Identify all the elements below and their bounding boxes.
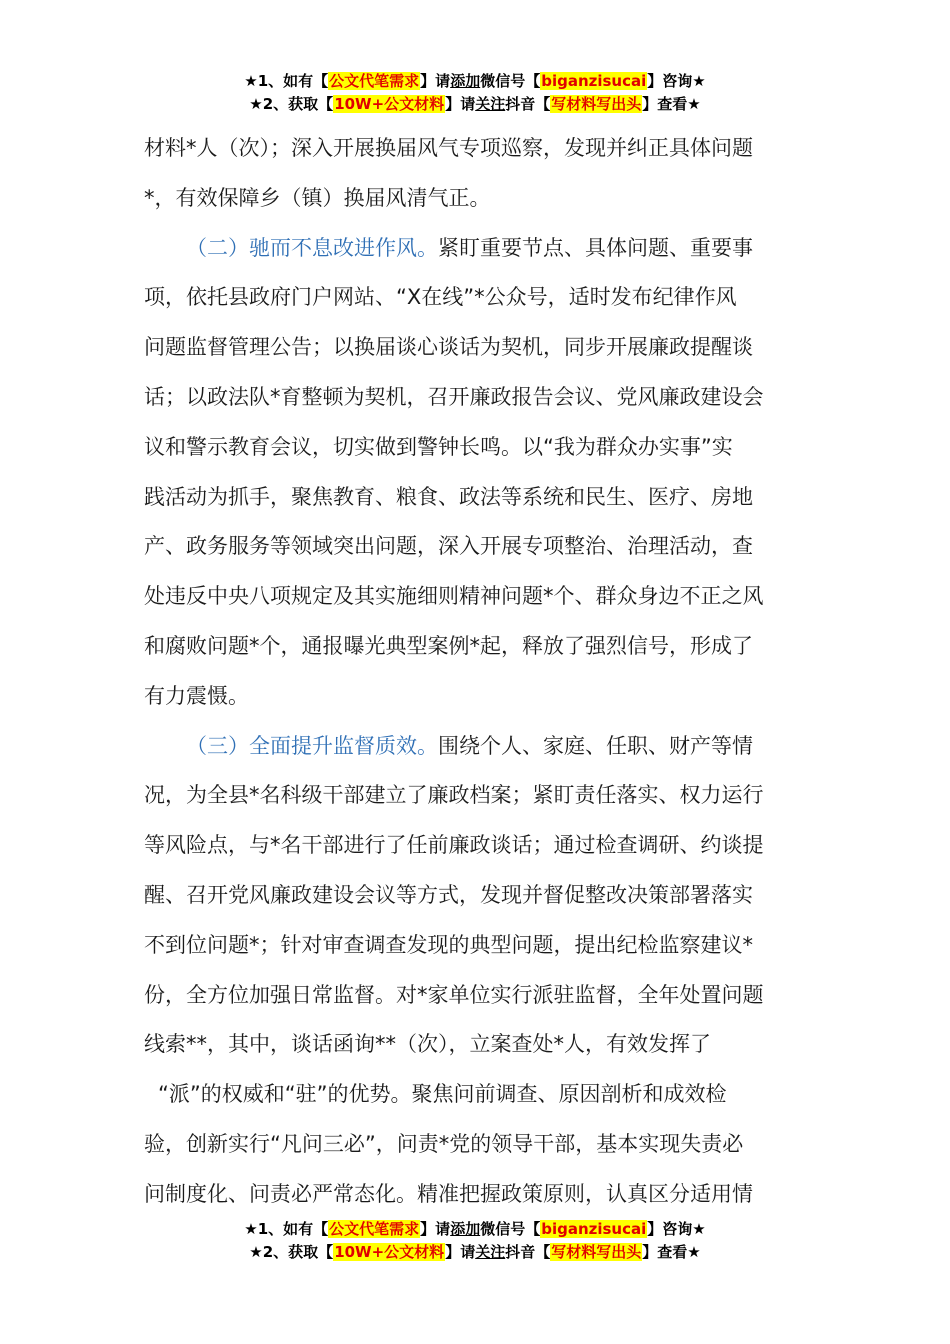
text-line: “派”的权威和“驻”的优势。聚焦问前调查、原因剖析和成效检 — [158, 1082, 727, 1107]
banner-text: 】查看★ — [642, 95, 701, 113]
banner-line-2 — [0, 93, 950, 116]
text-line: *，有效保障乡（镇）换届风清气正。 — [144, 185, 491, 210]
underlined-word: 关注 — [475, 95, 506, 113]
section-2-first-line — [144, 224, 806, 274]
highlight-douyin-account: 写材料写出头 — [551, 95, 642, 113]
highlight-wechat-id: biganzisucai — [541, 72, 647, 90]
section-heading-3: （三）全面提升监督质效。 — [186, 733, 438, 758]
banner-text: ★1、如有【 — [244, 1220, 329, 1238]
highlight-service: 公文代笔需求 — [329, 1220, 420, 1238]
text-line: 材料*人（次）；深入开展换届风气专项巡察，发现并纠正具体问题 — [144, 136, 753, 160]
text-line: 践活动为抓手，聚焦教育、粮食、政法等系统和民生、医疗、房地 — [144, 484, 753, 509]
banner-text: ★2、获取【 — [249, 95, 334, 113]
banner-line-2 — [0, 1241, 950, 1264]
text-span: 围绕个人、家庭、任职、财产等情 — [438, 733, 753, 758]
banner-text: 】查看★ — [642, 1243, 701, 1261]
text-line: 问制度化、问责必严常态化。精准把握政策原则，认真区分适用情 — [144, 1181, 753, 1206]
banner-text: 】咨询★ — [647, 1220, 706, 1238]
text-line: 议和警示教育会议，切实做到警钟长鸣。以“我为群众办实事”实 — [144, 434, 733, 459]
highlight-service: 公文代笔需求 — [329, 72, 420, 90]
text-line: 份，全方位加强日常监督。对*家单位实行派驻监督，全年处置问题 — [144, 982, 764, 1007]
banner-text: ★2、获取【 — [249, 1243, 334, 1261]
text-line: 项，依托县政府门户网站、“X在线”*公众号，适时发布纪律作风 — [144, 285, 737, 310]
bottom-banner — [0, 1218, 950, 1264]
highlight-materials: 10W+公文材料 — [334, 1243, 445, 1261]
text-line: 问题监督管理公告；以换届谈心谈话为契机，同步开展廉政提醒谈 — [144, 335, 753, 360]
text-line: 验，创新实行“凡问三必”，问责*党的领导干部，基本实现失责必 — [144, 1131, 744, 1156]
text-line: 醒、召开党风廉政建设会议等方式，发现并督促整改决策部署落实 — [144, 882, 753, 907]
text-line: 况，为全县*名科级干部建立了廉政档案；紧盯责任落实、权力运行 — [144, 783, 764, 808]
banner-text: 抖音【 — [505, 1243, 551, 1261]
underlined-word: 添加 — [450, 1220, 481, 1238]
text-line: 处违反中央八项规定及其实施细则精神问题*个、群众身边不正之风 — [144, 584, 764, 609]
underlined-word: 关注 — [475, 1243, 506, 1261]
banner-line-1 — [0, 70, 950, 93]
section-heading-2: （二）驰而不息改进作风。 — [186, 235, 438, 260]
highlight-materials: 10W+公文材料 — [334, 95, 445, 113]
banner-text: 】咨询★ — [647, 72, 706, 90]
document-body — [144, 124, 806, 1220]
top-banner — [0, 70, 950, 116]
text-line: 线索**，其中，谈话函询**（次），立案查处*人，有效发挥了 — [144, 1032, 711, 1057]
section-3-first-line — [144, 722, 806, 772]
banner-text: 】请 — [445, 1243, 476, 1261]
banner-text: 微信号【 — [480, 72, 541, 90]
banner-text: 微信号【 — [480, 1220, 541, 1238]
banner-text: ★1、如有【 — [244, 72, 329, 90]
banner-line-1 — [0, 1218, 950, 1241]
highlight-wechat-id: biganzisucai — [541, 1220, 647, 1238]
text-line: 等风险点，与*名干部进行了任前廉政谈话；通过检查调研、约谈提 — [144, 833, 764, 858]
text-line: 不到位问题*；针对审查调查发现的典型问题，提出纪检监察建议* — [144, 932, 753, 957]
highlight-douyin-account: 写材料写出头 — [551, 1243, 642, 1261]
banner-text: 】请 — [420, 1220, 451, 1238]
banner-text: 】请 — [445, 95, 476, 113]
text-line: 产、政务服务等领域突出问题，深入开展专项整治、治理活动，查 — [144, 534, 753, 559]
text-line: 有力震慑。 — [144, 683, 249, 708]
text-line: 和腐败问题*个，通报曝光典型案例*起，释放了强烈信号，形成了 — [144, 633, 753, 658]
text-line: 话；以政法队*育整顿为契机，召开廉政报告会议、党风廉政建设会 — [144, 384, 764, 409]
banner-text: 抖音【 — [505, 95, 551, 113]
banner-text: 】请 — [420, 72, 451, 90]
text-span: 紧盯重要节点、具体问题、重要事 — [438, 235, 753, 260]
underlined-word: 添加 — [450, 72, 481, 90]
